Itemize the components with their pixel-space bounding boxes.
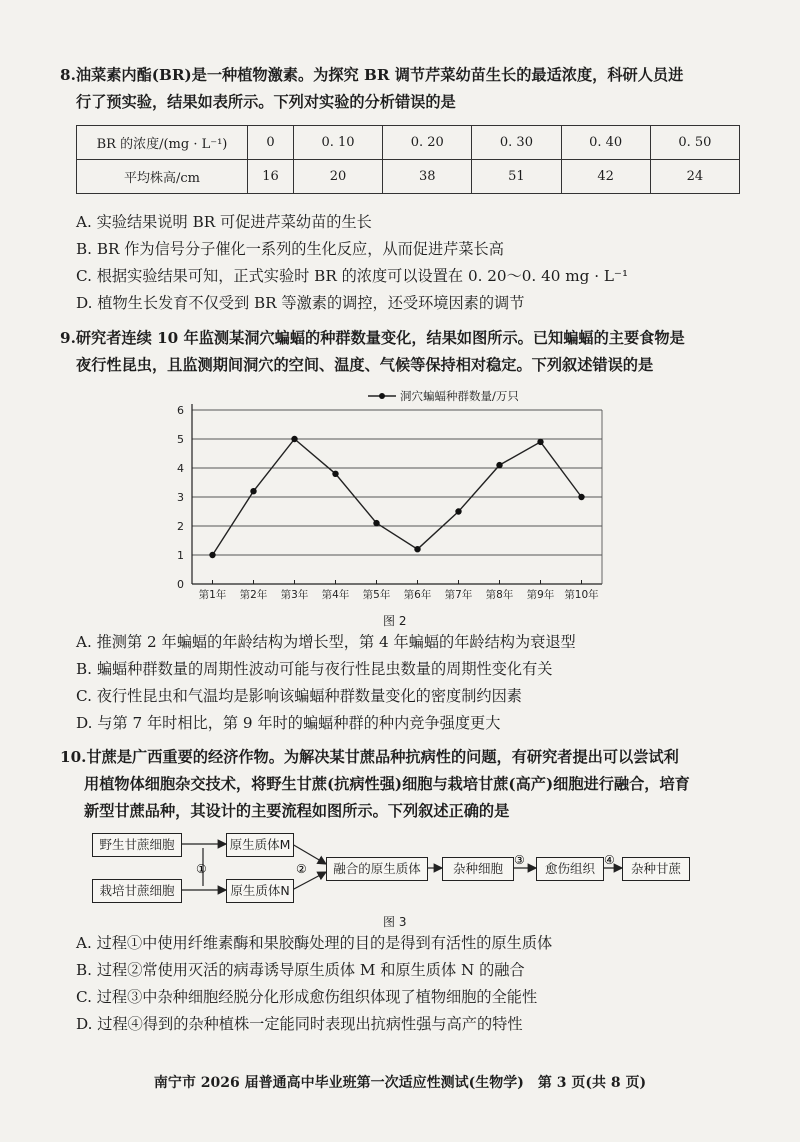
data-point: [332, 471, 338, 477]
figure-2-caption: 图 2: [383, 614, 407, 628]
data-point: [250, 488, 256, 494]
population-line-chart: [170, 388, 610, 610]
x-tick-label: 第9年: [526, 589, 555, 601]
table-cell: 0. 30: [472, 126, 561, 160]
question-10-stem: [60, 744, 750, 825]
y-tick-label: 5: [177, 433, 184, 446]
table-header-cell: 平均株高/cm: [77, 160, 248, 194]
x-tick-label: 第1年: [198, 589, 227, 601]
step-1-label: ①: [196, 862, 207, 876]
table-cell: 51: [472, 160, 561, 194]
arrow-m-to-fused: [292, 844, 326, 864]
stem-line: 行了预实验，结果如表所示。下列对实验的分析错误的是: [76, 93, 456, 111]
legend-marker: [379, 393, 385, 399]
q10-option-c: C. 过程③中杂种细胞经脱分化形成愈伤组织体现了植物细胞的全能性: [76, 988, 538, 1006]
data-point: [414, 546, 420, 552]
data-point: [537, 439, 543, 445]
table-cell: 16: [248, 160, 294, 194]
data-point: [209, 552, 215, 558]
data-point: [291, 436, 297, 442]
figure-3-caption: 图 3: [383, 915, 407, 929]
chart-labels: [177, 404, 599, 601]
table-cell: 24: [650, 160, 739, 194]
table-row: [77, 160, 740, 194]
question-8-stem: [60, 62, 750, 116]
stem-line: 油菜素内酯(BR)是一种植物激素。为探究 BR 调节芹菜幼苗生长的最适浓度，科研人员进: [75, 66, 684, 84]
y-tick-label: 2: [177, 520, 184, 533]
table-cell: 20: [293, 160, 382, 194]
q8-option-a: A. 实验结果说明 BR 可促进芹菜幼苗的生长: [76, 213, 372, 231]
stem-line: 用植物体细胞杂交技术，将野生甘蔗(抗病性强)细胞与栽培甘蔗(高产)细胞进行融合，培育: [84, 775, 690, 793]
stem-line: 研究者连续 10 年监测某洞穴蝙蝠的种群数量变化，结果如图所示。已知蝙蝠的主要食物是: [75, 329, 685, 347]
stem-line: 甘蔗是广西重要的经济作物。为解决某甘蔗品种抗病性的问题，有研究者提出可以尝试利: [86, 748, 679, 766]
q9-option-a: A. 推测第 2 年蝙蝠的年龄结构为增长型，第 4 年蝙蝠的年龄结构为衰退型: [76, 633, 576, 651]
y-tick-label: 4: [177, 462, 184, 475]
page-footer: 南宁市 2026 届普通高中毕业班第一次适应性测试(生物学) 第 3 页(共 8 页): [153, 1075, 647, 1091]
x-tick-label: 第4年: [321, 589, 350, 601]
stem-line: 新型甘蔗品种，其设计的主要流程如图所示。下列叙述正确的是: [84, 802, 510, 820]
x-tick-label: 第7年: [444, 589, 473, 601]
hybrid-cell-box: 杂种细胞: [442, 857, 514, 881]
fused-protoplast-box: 融合的原生质体: [326, 857, 428, 881]
hybrid-sugarcane-box: 杂种甘蔗: [622, 857, 690, 881]
legend-label: 洞穴蝙蝠种群数量/万只: [400, 389, 519, 403]
step-3-label: ③: [514, 853, 525, 867]
callus-box: 愈伤组织: [536, 857, 604, 881]
protoplast-m-box: 原生质体M: [226, 833, 294, 857]
table-cell: 0. 50: [650, 126, 739, 160]
wild-sugarcane-cell-box: 野生甘蔗细胞: [92, 833, 182, 857]
y-tick-label: 1: [177, 549, 184, 562]
chart-grid: [192, 410, 602, 555]
x-tick-label: 第5年: [362, 589, 391, 601]
question-number: 9.: [60, 329, 76, 347]
q8-option-d: D. 植物生长发育不仅受到 BR 等激素的调控，还受环境因素的调节: [76, 294, 525, 312]
question-number: 8.: [60, 66, 76, 84]
step-2-label: ②: [296, 862, 307, 876]
protoplast-n-box: 原生质体N: [226, 879, 294, 903]
question-9-stem: [60, 325, 750, 379]
stem-line: 夜行性昆虫，且监测期间洞穴的空间、温度、气候等保持相对稳定。下列叙述错误的是: [76, 356, 654, 374]
question-number: 10.: [60, 748, 87, 766]
br-table: [76, 125, 740, 194]
x-tick-label: 第3年: [280, 589, 309, 601]
data-point: [373, 520, 379, 526]
q9-option-c: C. 夜行性昆虫和气温均是影响该蝙蝠种群数量变化的密度制约因素: [76, 687, 522, 705]
x-tick-label: 第8年: [485, 589, 514, 601]
chart-legend: [368, 389, 519, 403]
data-point: [496, 462, 502, 468]
table-cell: 0. 20: [383, 126, 472, 160]
y-tick-label: 0: [177, 578, 184, 591]
cultivated-sugarcane-cell-box: 栽培甘蔗细胞: [92, 879, 182, 903]
table-cell: 0. 40: [561, 126, 650, 160]
q9-option-b: B. 蝙蝠种群数量的周期性波动可能与夜行性昆虫数量的周期性变化有关: [76, 660, 553, 678]
step-4-label: ④: [604, 853, 615, 867]
x-tick-label: 第6年: [403, 589, 432, 601]
q8-option-b: B. BR 作为信号分子催化一系列的生化反应，从而促进芹菜长高: [76, 240, 504, 258]
table-header-cell: BR 的浓度/(mg · L⁻¹): [77, 126, 248, 160]
data-point: [455, 508, 461, 514]
table-cell: 0: [248, 126, 294, 160]
q9-option-d: D. 与第 7 年时相比，第 9 年时的蝙蝠种群的种内竞争强度更大: [76, 714, 501, 732]
q10-option-b: B. 过程②常使用灭活的病毒诱导原生质体 M 和原生质体 N 的融合: [76, 961, 525, 979]
q10-option-a: A. 过程①中使用纤维素酶和果胶酶处理的目的是得到有活性的原生质体: [76, 934, 553, 952]
q10-option-d: D. 过程④得到的杂种植株一定能同时表现出抗病性强与高产的特性: [76, 1015, 523, 1033]
x-tick-label: 第10年: [564, 589, 599, 601]
x-tick-label: 第2年: [239, 589, 268, 601]
y-tick-label: 3: [177, 491, 184, 504]
table-cell: 0. 10: [293, 126, 382, 160]
table-cell: 38: [383, 160, 472, 194]
y-tick-label: 6: [177, 404, 184, 417]
table-row: [77, 126, 740, 160]
data-point: [578, 494, 584, 500]
q8-option-c: C. 根据实验结果可知，正式实验时 BR 的浓度可以设置在 0. 20～0. 40 mg · L⁻¹: [76, 267, 629, 285]
table-cell: 42: [561, 160, 650, 194]
